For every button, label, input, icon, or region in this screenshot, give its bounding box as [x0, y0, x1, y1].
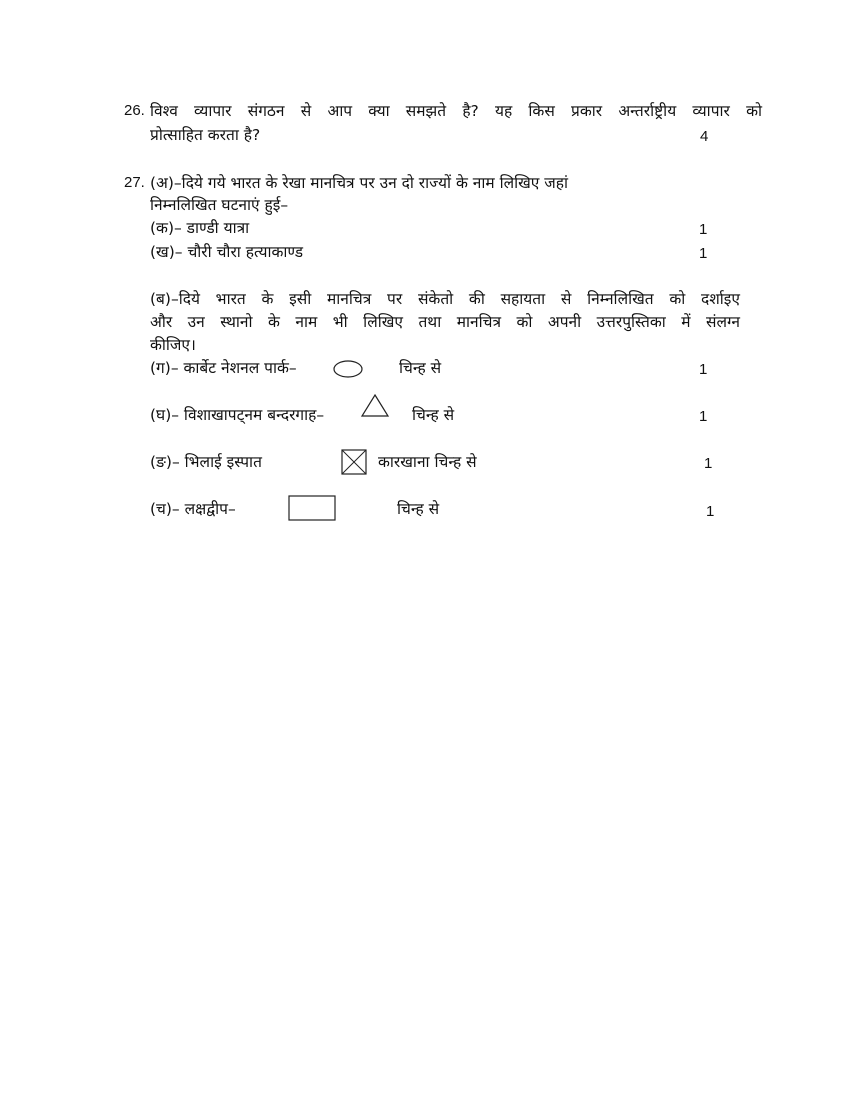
item-ga-label: (ग)– कार्बेट नेशनल पार्क– [150, 359, 297, 377]
item-nga-marks: 1 [704, 455, 713, 472]
ellipse-icon [333, 360, 363, 378]
item-nga-suffix: कारखाना चिन्ह से [378, 453, 477, 471]
question-26-number: 26. [124, 102, 145, 119]
item-nga-label: (ङ)– भिलाई इस्पात [150, 453, 262, 471]
question-27b-line2: और उन स्थानो के नाम भी लिखिए तथा मानचित्र को अपनी उत्तरपुस्तिका में संलग्न [150, 313, 740, 331]
rectangle-icon [288, 495, 336, 521]
question-26-marks: 4 [700, 128, 709, 145]
question-27a-line2: निम्नलिखित घटनाएं हुई– [150, 196, 289, 214]
item-kha-marks: 1 [699, 245, 708, 262]
item-ka-label: (क)– डाण्डी यात्रा [150, 219, 250, 237]
item-gha-marks: 1 [699, 408, 708, 425]
item-cha-label: (च)– लक्षद्वीप– [150, 500, 236, 518]
item-gha-suffix: चिन्ह से [412, 406, 455, 424]
question-26-line1: विश्व व्यापार संगठन से आप क्या समझते है? यह किस प्रकार अन्तर्राष्ट्रीय व्यापार को [150, 102, 762, 120]
crossed-box-icon [341, 449, 367, 475]
question-27-number: 27. [124, 174, 145, 191]
triangle-icon [361, 394, 389, 418]
item-gha-label: (घ)– विशाखापट्नम बन्दरगाह– [150, 406, 325, 424]
item-cha-marks: 1 [706, 503, 715, 520]
question-27a-line1: (अ)–दिये गये भारत के रेखा मानचित्र पर उन दो राज्यों के नाम लिखिए जहां [150, 174, 569, 192]
item-kha-label: (ख)– चौरी चौरा हत्याकाण्ड [150, 243, 304, 261]
item-ga-marks: 1 [699, 361, 708, 378]
question-27b-line3: कीजिए। [150, 336, 196, 354]
item-cha-suffix: चिन्ह से [397, 500, 440, 518]
item-ka-marks: 1 [699, 221, 708, 238]
question-27b-line1: (ब)–दिये भारत के इसी मानचित्र पर संकेतो की सहायता से निम्नलिखित को दर्शाइए [150, 290, 740, 308]
item-ga-suffix: चिन्ह से [399, 359, 442, 377]
question-26-line2: प्रोत्साहित करता है? [150, 126, 261, 144]
